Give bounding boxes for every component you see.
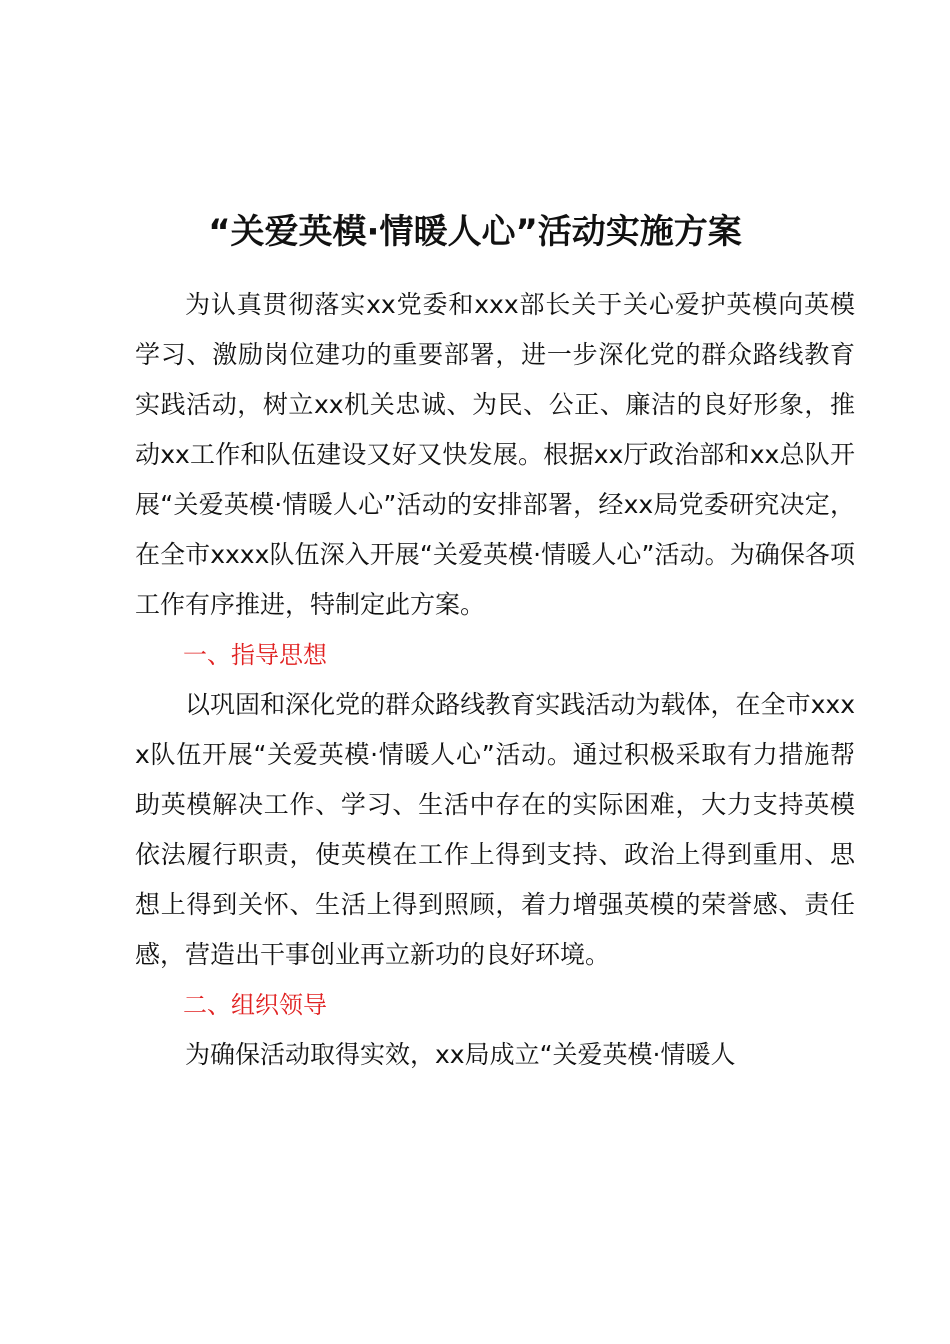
intro-paragraph: 为认真贯彻落实xx党委和xxx部长关于关心爱护英模向英模学习、激励岗位建功的重要部署，进一步深化党的群众路线教育实践活动，树立xx机关忠诚、为民、公正、廉洁的良好形象，推动xx工作和队伍建设又好又快发展。根据xx厅政治部和xx总队开展“关爱英模·情暖人心”活动的安排部署，经xx局党委研究决定，在全市xxxx队伍深入开展“关爱英模·情暖人心”活动。为确保各项工作有序推进，特制定此方案。	[135, 290, 855, 619]
document-title: “关爱英模·情暖人心”活动实施方案	[208, 212, 742, 252]
section-heading-organization-leadership: 二、组织领导	[183, 991, 327, 1019]
section-heading-guiding-ideology: 一、指导思想	[183, 641, 327, 669]
document-body	[135, 280, 855, 1080]
section-body-guiding-ideology: 以巩固和深化党的群众路线教育实践活动为载体，在全市xxxx队伍开展“关爱英模·情暖人心”活动。通过积极采取有力措施帮助英模解决工作、学习、生活中存在的实际困难，大力支持英模依法履行职责，使英模在工作上得到支持、政治上得到重用、思想上得到关怀、生活上得到照顾，着力增强英模的荣誉感、责任感，营造出干事创业再立新功的良好环境。	[135, 690, 855, 969]
section-body-organization-leadership: 为确保活动取得实效，xx局成立“关爱英模·情暖人	[185, 1040, 736, 1069]
